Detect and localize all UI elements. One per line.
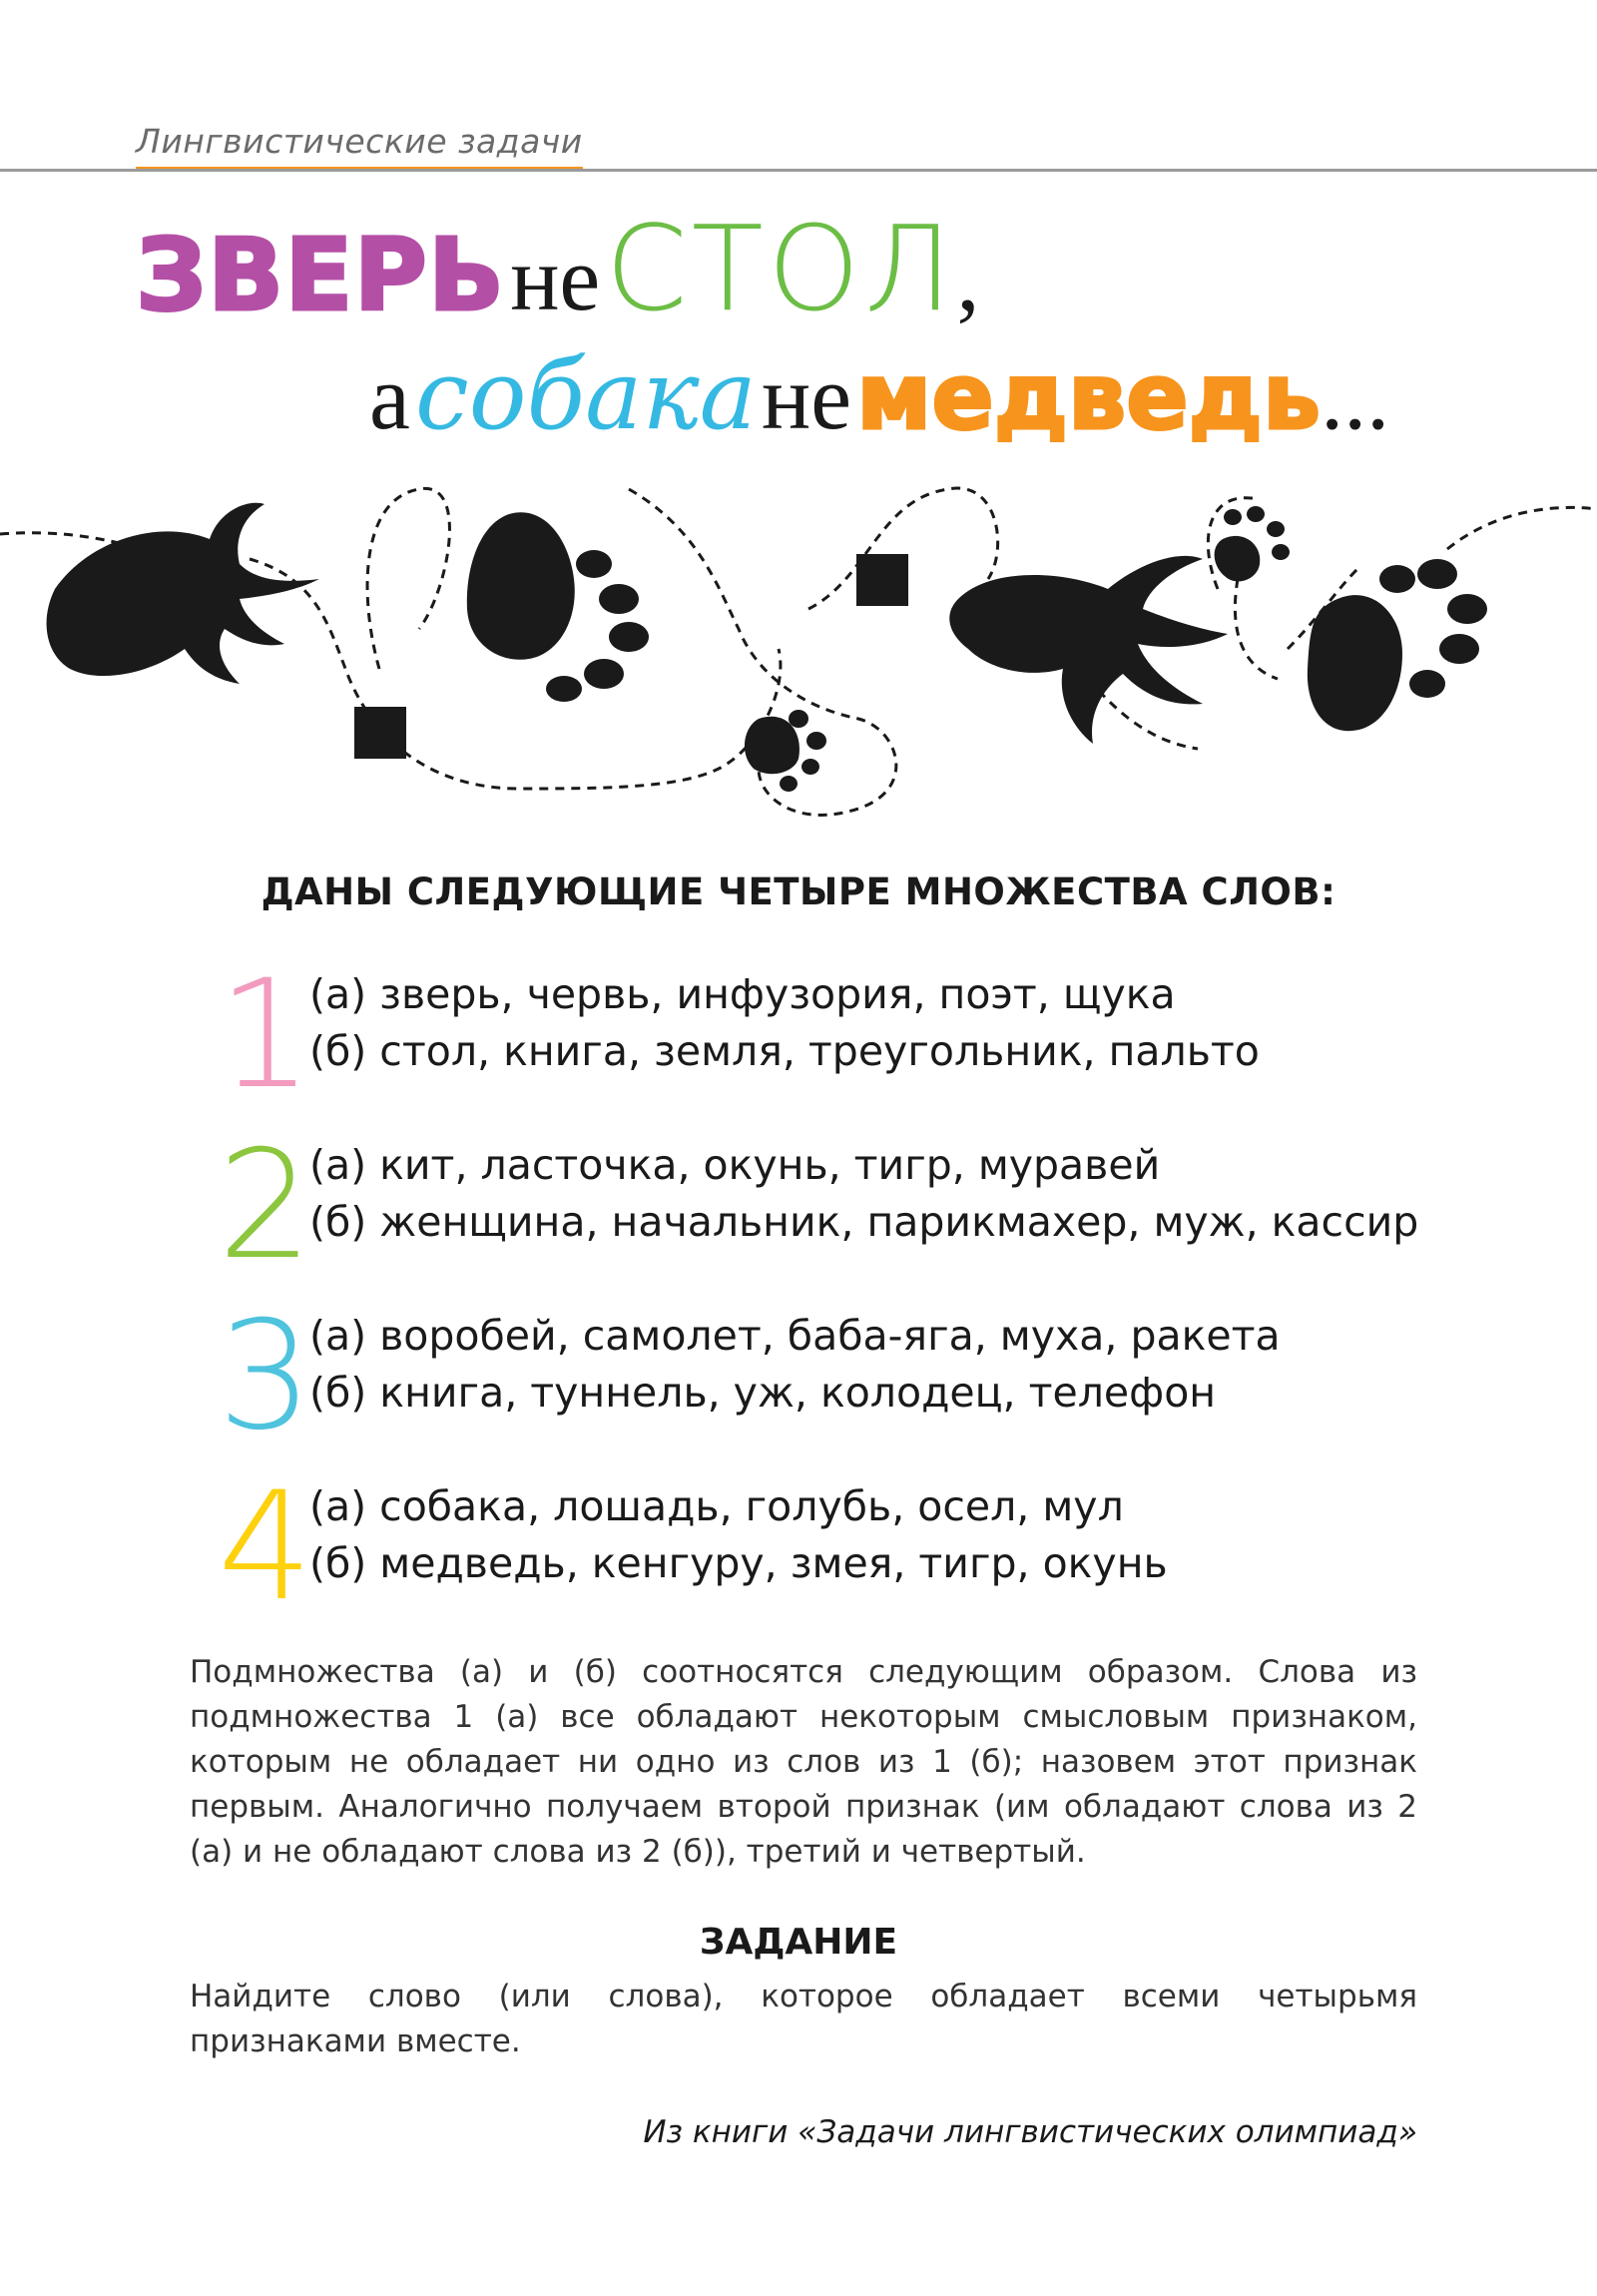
title-line-2: [369, 339, 1389, 469]
word-set-4: [218, 1460, 1515, 1634]
set-line-a: (а) воробей, самолет, баба-яга, муха, ракета: [309, 1312, 1281, 1360]
set-number: 4: [218, 1460, 313, 1634]
dog-paw-icon: [745, 710, 826, 792]
square-marker-icon: [354, 707, 406, 759]
header-divider: [0, 169, 1597, 172]
title-comma: ,: [956, 228, 980, 329]
title-word-sobaka: собака: [414, 339, 757, 451]
title-line-1: [136, 200, 980, 337]
title-word-zver: ЗВЕРЬ: [136, 217, 506, 333]
bird-track-icon: [949, 556, 1228, 744]
set-line-b: (б) книга, туннель, уж, колодец, телефон: [309, 1369, 1217, 1417]
word-set-1: [218, 948, 1515, 1122]
word-set-2: [218, 1119, 1515, 1293]
set-line-b: (б) медведь, кенгуру, змея, тигр, окунь: [309, 1539, 1168, 1587]
bird-track-icon: [47, 503, 319, 684]
set-line-a: (а) зверь, червь, инфузория, поэт, щука: [309, 970, 1176, 1018]
sets-heading: ДАНЫ СЛЕДУЮЩИЕ ЧЕТЫРЕ МНОЖЕСТВА СЛОВ:: [261, 870, 1336, 913]
set-number: 2: [218, 1119, 313, 1293]
section-label: Лингвистические задачи: [136, 122, 583, 171]
animal-tracks-illustration: [0, 469, 1597, 849]
set-number: 3: [218, 1290, 313, 1463]
title-word-ne-1: не: [510, 228, 601, 329]
square-marker-icon: [856, 554, 908, 606]
title-ellipsis: ...: [1321, 346, 1390, 448]
bear-paw-icon: [467, 512, 649, 702]
title-word-ne-2: не: [761, 346, 852, 448]
set-line-a: (а) собака, лошадь, голубь, осел, мул: [309, 1482, 1124, 1530]
set-line-b: (б) стол, книга, земля, треугольник, пальто: [309, 1027, 1260, 1075]
set-line-b: (б) женщина, начальник, парикмахер, муж, кассир: [309, 1198, 1419, 1246]
dog-paw-icon: [1215, 506, 1290, 581]
task-heading: ЗАДАНИЕ: [699, 1922, 898, 1963]
title-word-medved: медведь: [856, 343, 1322, 450]
source-note: Из книги «Задачи лингвистических олимпиад»: [643, 2114, 1417, 2150]
task-text: Найдите слово (или слова), которое обладает всеми четырьмя признаками вместе.: [190, 1979, 1417, 2059]
set-line-a: (а) кит, ласточка, окунь, тигр, муравей: [309, 1141, 1161, 1189]
explanation-paragraph: Подмножества (а) и (б) соотносятся следующим образом. Слова из подмножества 1 (а) все обладают некоторым смысловым признаком, которым не обладает ни одно из слов из 1 (б); назовем этот признак первым. Аналогично получаем второй признак (им обладают слова из 2 (а) и не обладают слова из 2 (б)), третий и четвертый.: [190, 1654, 1417, 1870]
set-number: 1: [218, 948, 313, 1122]
title-word-stol: СТОЛ: [605, 200, 957, 337]
bear-paw-icon: [1308, 559, 1487, 731]
word-set-3: [218, 1290, 1515, 1463]
title-word-a: а: [369, 346, 410, 448]
